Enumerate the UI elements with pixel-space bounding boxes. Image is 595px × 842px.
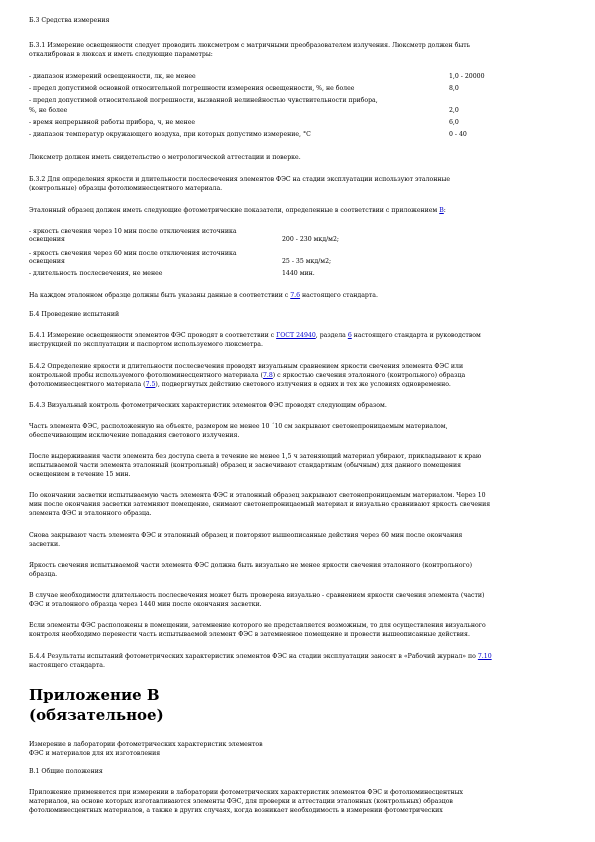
paragraph-line: Часть элемента ФЭС, расположенную на объекте, размером не менее 10 ´10 см закрывают светонепроницаемым материалом, bbox=[29, 423, 448, 430]
etalon-param-row bbox=[29, 258, 569, 266]
paragraph-line: мин после окончания засветки затемняют помещение, снимают светонепроницаемый материал и визуально сравнивают яркость свечения bbox=[29, 501, 491, 508]
etalon-paragraph: Эталонный образец должен иметь следующие фотометрические показатели, определенные в соответствии с приложением В: bbox=[29, 207, 446, 214]
paragraph-b41: Б.4.1 Измерение освещенности элементов ФЭС проводят в соответствии с ГОСТ 24940, раздела 6 настоящего стандарта и руководством bbox=[29, 332, 481, 339]
section-b4-heading: Б.4 Проведение испытаний bbox=[29, 311, 120, 318]
param-value: 1,0 - 20000 bbox=[449, 73, 485, 80]
etalon-param-value: 1440 мин. bbox=[282, 270, 315, 277]
paragraph-b31-line2: откалиброван в люксах и иметь следующие параметры: bbox=[29, 51, 213, 58]
param-label: - диапазон температур окружающего воздуха, при которых допустимо измерение, °С bbox=[29, 131, 311, 138]
paragraph-b43: Б.4.3 Визуальный контроль фотометрических характеристик элементов ФЭС проводят следующим образом. bbox=[29, 402, 387, 409]
paragraph-b44: Б.4.4 Результаты испытаний фотометрических характеристик элементов ФЭС на стадии эксплуатации заносят в «Рабочий журнал» по 7.10 bbox=[29, 653, 492, 660]
section-7-5-link[interactable]: 7.5 bbox=[145, 381, 156, 388]
paragraph-b31-line1: Б.3.1 Измерение освещенности следует проводить люксметром с матричными преобразователем излучения. Люксметр должен быть bbox=[29, 42, 471, 49]
param-row bbox=[29, 107, 569, 115]
paragraph-line: испытываемой части элемента эталонный (контрольный) образец и засвечивают стандартным (обычным) для данного помещения bbox=[29, 462, 461, 469]
appendix-title: Приложение В bbox=[29, 686, 160, 704]
param-row bbox=[29, 97, 569, 105]
paragraph-line: освещением в течение 15 мин. bbox=[29, 471, 131, 478]
param-value: 2,0 bbox=[449, 107, 459, 114]
paragraph-line: контроля необходимо перенести часть испытываемой элемент ФЭС в затемненное помещение и провести вышеописанные действия. bbox=[29, 631, 470, 638]
paragraph-line: Если элементы ФЭС расположены в помещении, затемнение которого не представляется возможным, то для осуществления визуального bbox=[29, 622, 486, 629]
paragraph-line: ФЭС и эталонного образца через 1440 мин после окончания засветки. bbox=[29, 601, 262, 608]
paragraph-line: образца. bbox=[29, 571, 58, 578]
etalon-param-value: 200 - 230 мкд/м2; bbox=[282, 236, 340, 243]
paragraph-line: Снова закрывают часть элемента ФЭС и эталонный образец и повторяют вышеописанные действия через 60 мин после окончания bbox=[29, 532, 463, 539]
paragraph-line: фотолюминесцентных материалов, а также в других случаях, когда возникает необходимость в измерении фотометрических bbox=[29, 807, 443, 814]
section-7-8-link[interactable]: 7.8 bbox=[262, 372, 273, 379]
param-label: - предел допустимой относительной погрешности, вызванной нелинейностью чувствительности прибора, bbox=[29, 97, 378, 104]
paragraph-line: В случае необходимости длительность послесвечения может быть проверена визуально - сравнением яркости свечения элемента (части) bbox=[29, 592, 485, 599]
paragraph-b42-line1: Б.4.2 Определение яркости и длительности послесвечения проводят визуальным сравнением яркости свечения элемента ФЭС или bbox=[29, 363, 464, 370]
param-row bbox=[29, 119, 569, 127]
section-7-6-link[interactable]: 7.6 bbox=[290, 292, 301, 299]
paragraph-b32-line2: (контрольные) образцы фотолюминесцентного материала. bbox=[29, 185, 223, 192]
paragraph-line: По окончании засветки испытываемую часть элемента ФЭС и эталонный образец закрывают светонепроницаемым материалом. Через 10 bbox=[29, 492, 486, 499]
paragraph-line: материалов, на основе которых изготавливаются элементы ФЭС, для проверки и аттестации эталонных (контрольных) образцов bbox=[29, 798, 453, 805]
etalon-param-row bbox=[29, 270, 569, 278]
paragraph-b44-line2: настоящего стандарта. bbox=[29, 662, 105, 669]
etalon-param-label-cont: освещения bbox=[29, 258, 65, 265]
etalon-param-value: 25 - 35 мкд/м2; bbox=[282, 258, 332, 265]
etalon-param-label: - яркость свечения через 60 мин после отключения источника bbox=[29, 250, 237, 257]
param-label: - диапазон измерений освещенности, лк, не менее bbox=[29, 73, 196, 80]
appendix-heading-line2: ФЭС и материалов для их изготовления bbox=[29, 750, 161, 757]
appendix-heading-line1: Измерение в лаборатории фотометрических характеристик элементов bbox=[29, 741, 263, 748]
paragraph-b42-line2: контрольной пробы используемого фотолюминесцентного материала (7.8) с яркостью свечения эталонного (контрольного) образца bbox=[29, 372, 466, 379]
section-v1-heading: В.1 Общие положения bbox=[29, 768, 103, 775]
param-value: 6,0 bbox=[449, 119, 459, 126]
param-label: - предел допустимой основной относительной погрешности измерения освещенности, %, не более bbox=[29, 85, 355, 92]
appendix-b-link[interactable]: В bbox=[439, 207, 444, 214]
param-row bbox=[29, 73, 569, 81]
paragraph-line: Яркость свечения испытываемой части элемента ФЭС должна быть визуально не менее яркости свечения эталонного (контрольного) bbox=[29, 562, 473, 569]
param-row bbox=[29, 131, 569, 139]
etalon-param-row bbox=[29, 250, 569, 258]
certificate-note: Люксметр должен иметь свидетельство о метрологической аттестации и поверке. bbox=[29, 154, 301, 161]
paragraph-line: засветки. bbox=[29, 541, 61, 548]
etalon-param-row bbox=[29, 236, 569, 244]
section-6-link[interactable]: 6 bbox=[347, 332, 352, 339]
paragraph-b42-line3: фотолюминесцентного материала (7.5), подвергнутых действию светового излучения в одних и тех же условиях одновременно. bbox=[29, 381, 451, 388]
appendix-subtitle-mandatory: (обязательное) bbox=[29, 706, 164, 724]
gost-24940-link[interactable]: ГОСТ 24940 bbox=[276, 332, 316, 339]
paragraph-line: После выдерживания части элемента без доступа света в течение не менее 1,5 ч затеняющий материал убирают, прикладывают к краю bbox=[29, 453, 482, 460]
etalon-param-label-cont: освещения bbox=[29, 236, 65, 243]
paragraph-b41-line2: инструкцией по эксплуатации и паспортом используемого люксметра. bbox=[29, 341, 263, 348]
sample-paragraph: На каждом эталонном образце должны быть указаны данные в соответствии с 7.6 настоящего стандарта. bbox=[29, 292, 378, 299]
etalon-param-label: - яркость свечения через 10 мин после отключения источника bbox=[29, 228, 237, 235]
param-value: 8,0 bbox=[449, 85, 459, 92]
paragraph-b32-line1: Б.3.2 Для определения яркости и длительности послесвечения элементов ФЭС на стадии эксплуатации используют эталонные bbox=[29, 176, 451, 183]
etalon-param-label: - длительность послесвечения, не менее bbox=[29, 270, 163, 277]
paragraph-line: обеспечивающим исключение попадания светового излучения. bbox=[29, 432, 240, 439]
param-row bbox=[29, 85, 569, 93]
param-label: %, не более bbox=[29, 107, 68, 114]
paragraph-line: Приложение применяется при измерении в лаборатории фотометрических характеристик элементов ФЭС и фотолюминесцентных bbox=[29, 789, 464, 796]
etalon-param-row bbox=[29, 228, 569, 236]
param-label: - время непрерывной работы прибора, ч, не менее bbox=[29, 119, 196, 126]
paragraph-line: элемента ФЭС и эталонного образца. bbox=[29, 510, 152, 517]
section-7-10-link[interactable]: 7.10 bbox=[477, 653, 492, 660]
param-value: 0 - 40 bbox=[449, 131, 467, 138]
section-b3-heading: Б.3 Средства измерения bbox=[29, 17, 110, 24]
